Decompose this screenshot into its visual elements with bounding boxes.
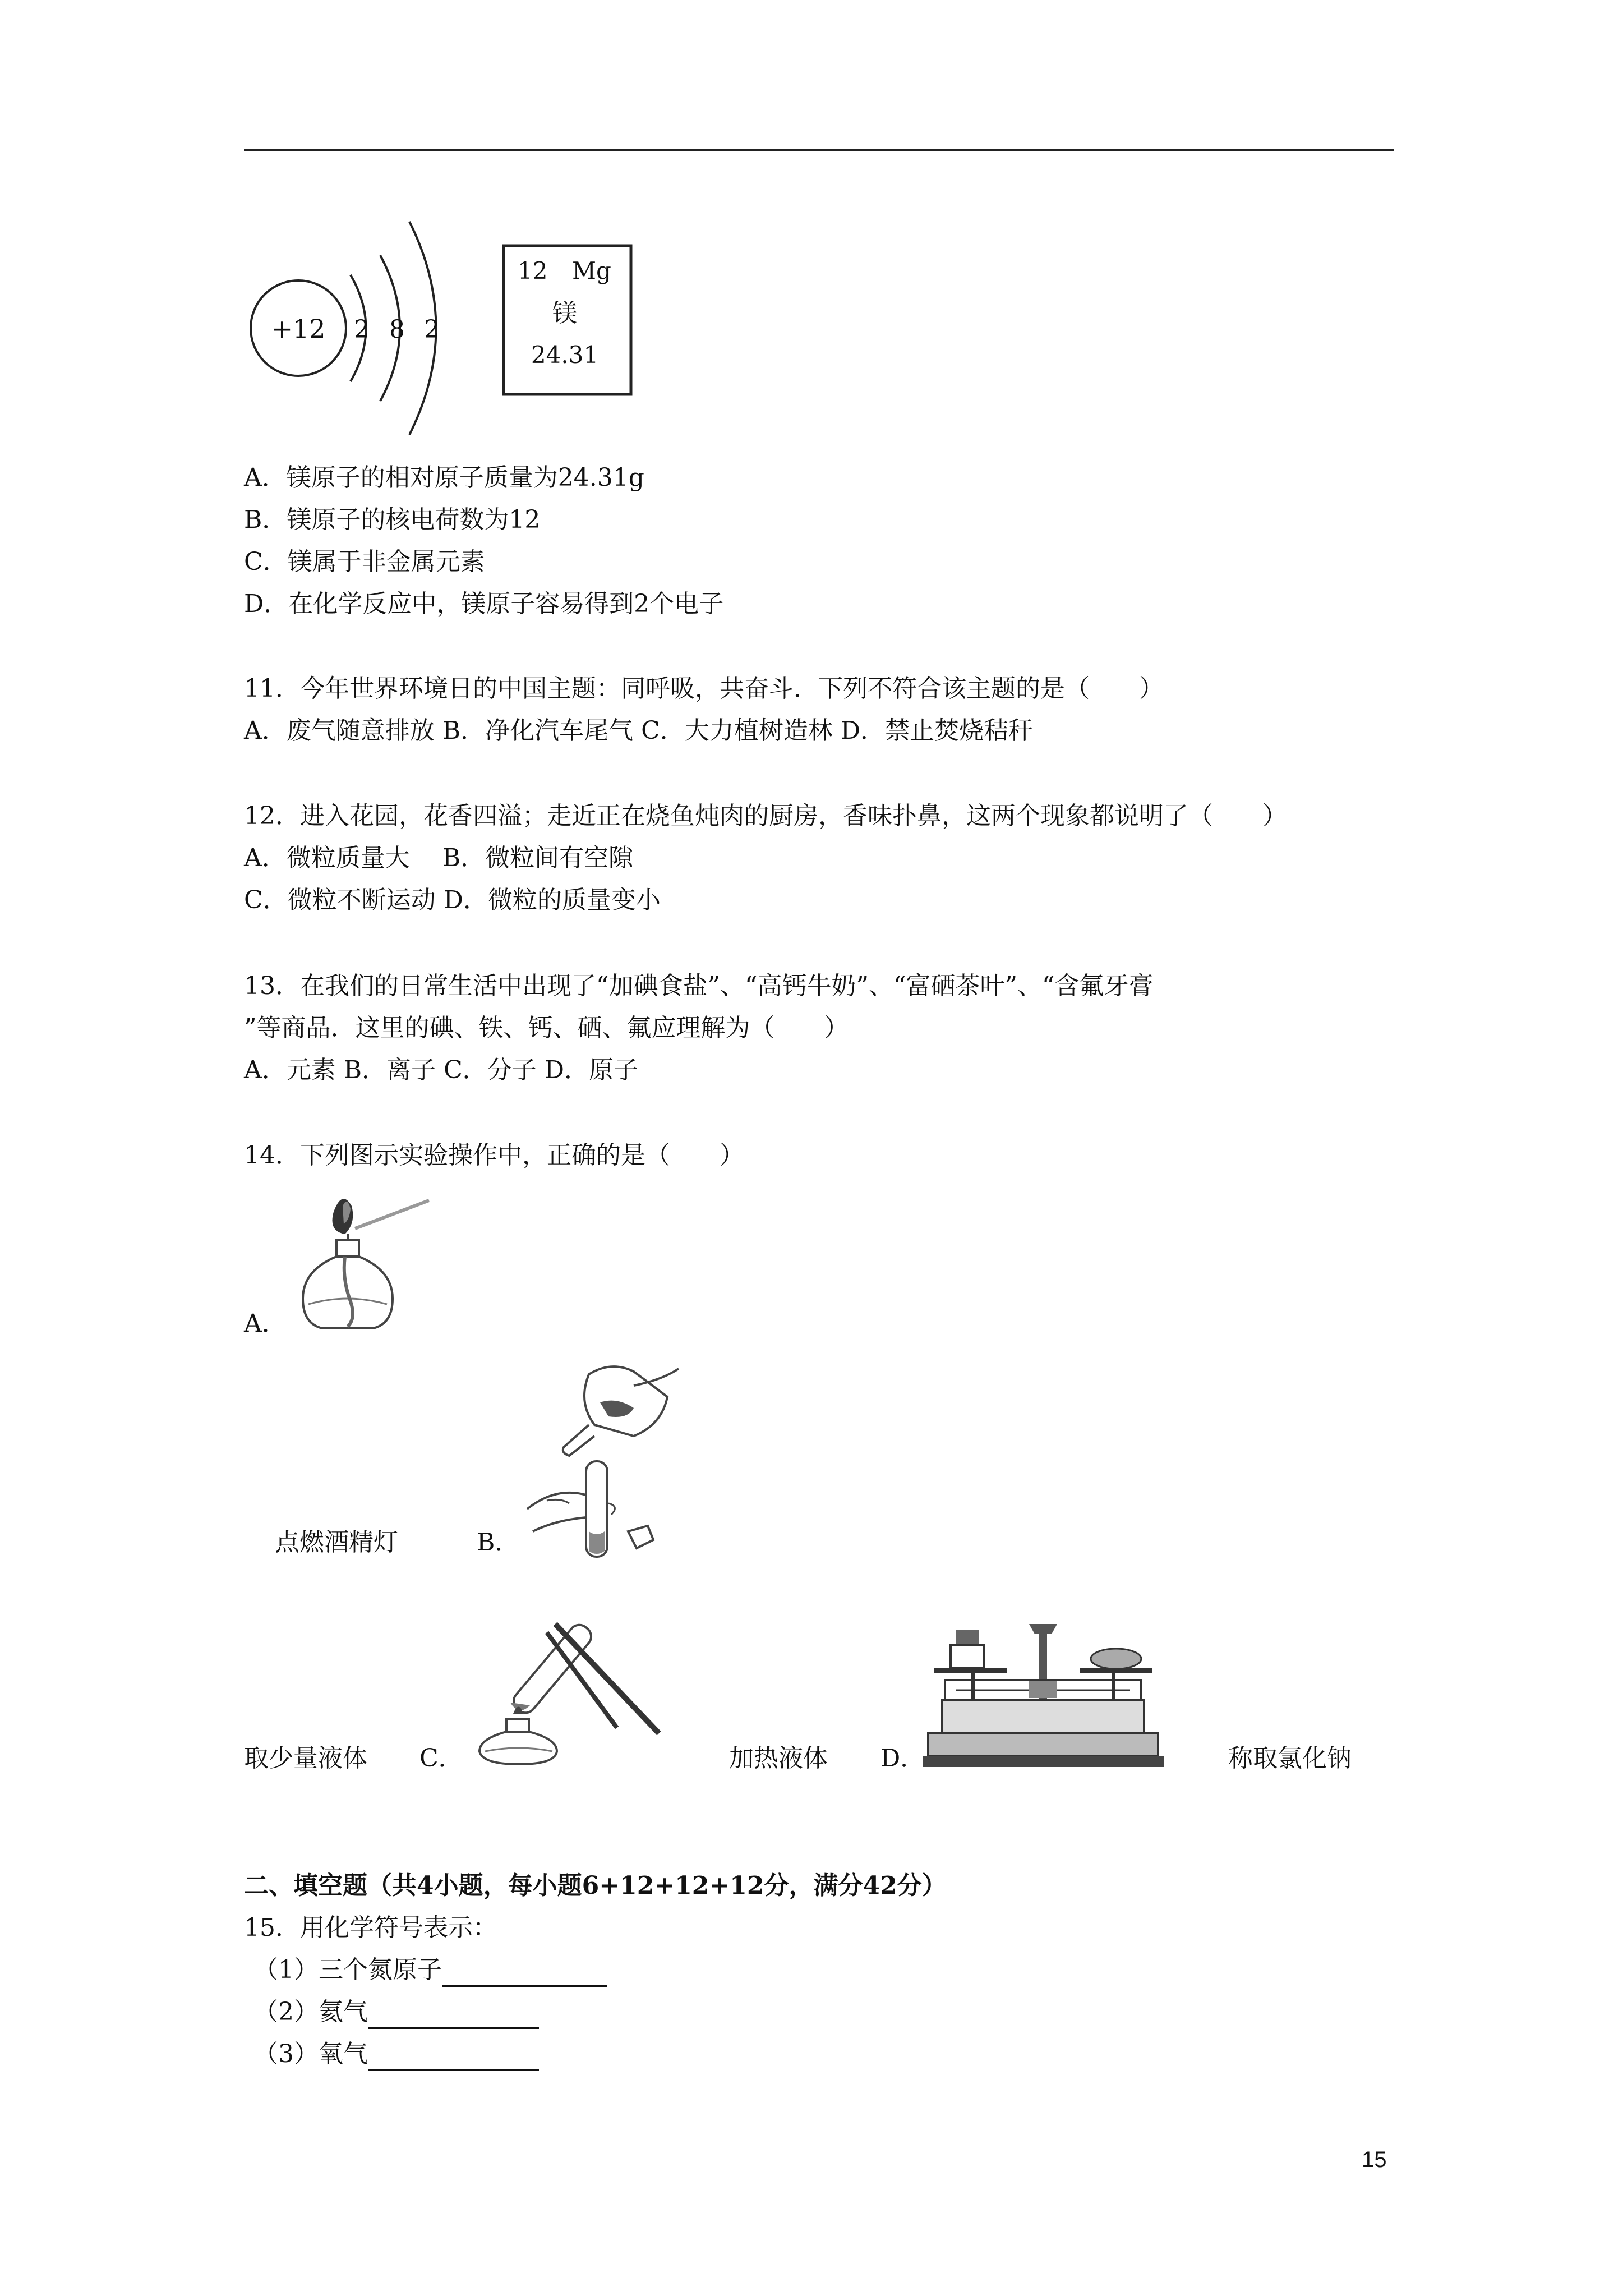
heat-liquid-image bbox=[457, 1604, 665, 1773]
q14-caption-a: 点燃酒精灯 bbox=[275, 1528, 398, 1557]
q12-options-line1: A．微粒质量大 B．微粒间有空隙 bbox=[244, 844, 634, 872]
q15-item-2-blank[interactable] bbox=[368, 2003, 539, 2029]
q11-stem: 11．今年世界环境日的中国主题：同呼吸，共奋斗．下列不符合该主题的是（ ） bbox=[244, 674, 1164, 703]
header-rule bbox=[244, 149, 1394, 151]
q14-caption-c: 加热液体 bbox=[729, 1744, 828, 1773]
q14-label-b: B． bbox=[477, 1528, 520, 1557]
page-number: 15 bbox=[1362, 2147, 1387, 2172]
q14-label-c: C． bbox=[419, 1744, 463, 1773]
q15-item-2 bbox=[253, 1995, 539, 2029]
shell-3-electrons: 2 bbox=[424, 315, 440, 344]
q14-stem: 14．下列图示实验操作中，正确的是（ ） bbox=[244, 1141, 744, 1170]
q10-option-d: D．在化学反应中，镁原子容易得到2个电子 bbox=[244, 590, 724, 618]
q13-stem-line1: 13．在我们的日常生活中出现了“加碘食盐”、“高钙牛奶”、“富硒茶叶”、“含氟牙膏 bbox=[244, 972, 1154, 1000]
element-box bbox=[502, 244, 637, 401]
q15-item-1-label: （1）三个氮原子 bbox=[253, 1955, 442, 1984]
q14-caption-d: 称取氯化钠 bbox=[1228, 1744, 1352, 1773]
q14-label-a: A． bbox=[244, 1309, 287, 1338]
element-symbol: Mg bbox=[572, 257, 611, 284]
atomic-mass: 24.31 bbox=[531, 341, 599, 369]
q10-option-b: B．镁原子的核电荷数为12 bbox=[244, 505, 541, 534]
alcohol-lamp-lighting-image bbox=[289, 1189, 435, 1341]
q10-option-a: A．镁原子的相对原子质量为24.31g bbox=[244, 463, 644, 492]
section2-heading: 二、填空题（共4小题，每小题6+12+12+12分，满分42分） bbox=[244, 1871, 947, 1900]
q15-item-3 bbox=[253, 2037, 539, 2071]
q13-options: A．元素 B．离子 C．分子 D．原子 bbox=[244, 1056, 639, 1084]
q15-item-3-blank[interactable] bbox=[368, 2045, 539, 2071]
q15-stem: 15．用化学符号表示： bbox=[244, 1913, 497, 1942]
q12-options-line2: C．微粒不断运动 D．微粒的质量变小 bbox=[244, 886, 661, 914]
element-name: 镁 bbox=[552, 299, 577, 328]
q13-stem-line2: ”等商品．这里的碘、铁、钙、硒、氟应理解为（ ） bbox=[244, 1014, 849, 1042]
q14-label-d: D． bbox=[880, 1744, 925, 1773]
q10-option-c: C．镁属于非金属元素 bbox=[244, 547, 485, 576]
q11-options: A．废气随意排放 B．净化汽车尾气 C．大力植树造林 D．禁止焚烧秸秆 bbox=[244, 716, 1034, 745]
nucleus-charge: +12 bbox=[271, 314, 326, 344]
pour-liquid-image bbox=[516, 1363, 707, 1565]
balance-weighing-image bbox=[923, 1618, 1164, 1775]
q15-item-2-label: （2）氦气 bbox=[253, 1998, 368, 2026]
q12-stem: 12．进入花园，花香四溢；走近正在烧鱼炖肉的厨房，香味扑鼻，这两个现象都说明了（ ） bbox=[244, 802, 1287, 830]
q15-item-1-blank[interactable] bbox=[442, 1961, 607, 1987]
shell-2-electrons: 8 bbox=[389, 315, 405, 344]
q15-item-3-label: （3）氧气 bbox=[253, 2040, 368, 2068]
q14-caption-b: 取少量液体 bbox=[244, 1744, 367, 1773]
q15-item-1 bbox=[253, 1953, 607, 1987]
atomic-number: 12 bbox=[518, 257, 548, 284]
shell-1-electrons: 2 bbox=[354, 315, 370, 344]
atom-structure-diagram bbox=[241, 213, 477, 449]
